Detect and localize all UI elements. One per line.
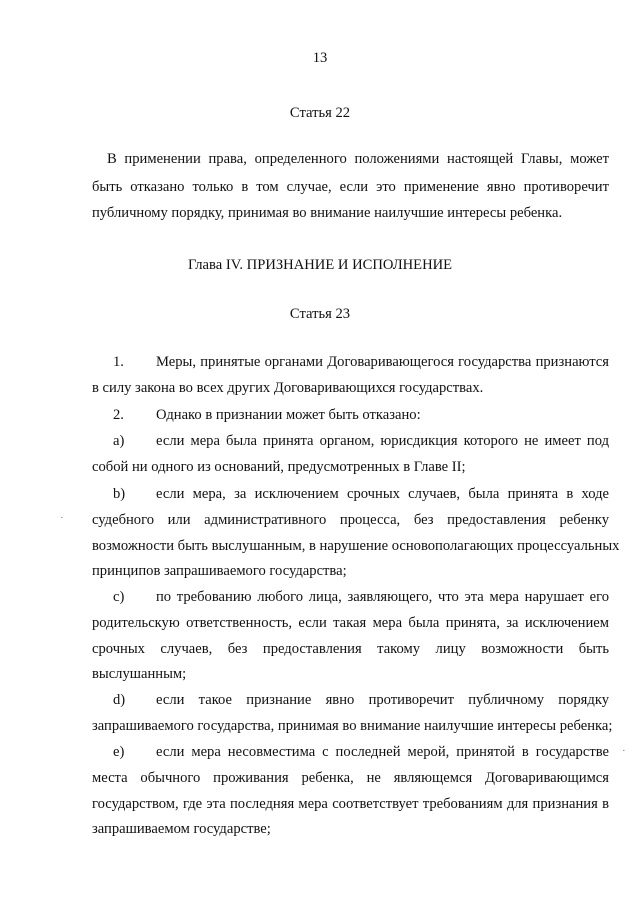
scan-speck: ·: [622, 745, 626, 757]
item-line: возможности быть выслушанным, в нарушение основополагающих процессуальных: [92, 538, 620, 554]
item-first-line: Однако в признании может быть отказано:: [156, 407, 421, 423]
scan-speck: ·: [60, 512, 64, 524]
item-line: места обычного проживания ребенка, не являющемся Договаривающимся: [92, 770, 609, 786]
item-line: срочных случаев, без предоставления такому лицу возможности быть: [92, 641, 609, 657]
item-first-line: если мера несовместима с последней мерой, принятой в государстве: [156, 744, 609, 760]
item-marker: e): [113, 744, 125, 760]
item-line: государством, где эта последняя мера соответствует требованиям для признания в: [92, 796, 609, 812]
item-first-line: Меры, принятые органами Договаривающегося государства признаются: [156, 354, 609, 370]
item-line: родительскую ответственность, если такая мера была принята, за исключением: [92, 615, 609, 631]
item-marker: 2.: [113, 407, 124, 423]
item-line: принципов запрашиваемого государства;: [92, 563, 347, 579]
article-22-line: В применении права, определенного положениями настоящей Главы, может: [107, 151, 609, 167]
article-22-line: публичному порядку, принимая во внимание наилучшие интересы ребенка.: [92, 205, 563, 221]
item-first-line: если мера была принята органом, юрисдикция которого не имеет под: [156, 433, 609, 449]
item-marker: a): [113, 433, 125, 449]
article-23-heading: Статья 23: [289, 306, 351, 322]
item-line: запрашиваемого государства, принимая во внимание наилучшие интересы ребенка;: [92, 718, 613, 734]
item-marker: 1.: [113, 354, 124, 370]
chapter-heading: Глава IV. ПРИЗНАНИЕ И ИСПОЛНЕНИЕ: [187, 257, 453, 273]
item-marker: d): [113, 692, 126, 708]
item-line: судебного или административного процесса, без предоставления ребенку: [92, 512, 609, 528]
item-first-line: по требованию любого лица, заявляющего, что эта мера нарушает его: [156, 589, 609, 605]
item-line: собой ни одного из оснований, предусмотренных в Главе II;: [92, 459, 466, 475]
item-marker: c): [113, 589, 125, 605]
item-line: запрашиваемом государстве;: [92, 821, 271, 837]
item-first-line: если такое признание явно противоречит публичному порядку: [156, 692, 609, 708]
item-first-line: если мера, за исключением срочных случаев, была принята в ходе: [156, 486, 609, 502]
article-22-heading: Статья 22: [289, 105, 351, 121]
item-line: в силу закона во всех других Договаривающихся государствах.: [92, 380, 484, 396]
item-line: выслушанным;: [92, 666, 187, 682]
item-marker: b): [113, 486, 126, 502]
page-number: 13: [312, 50, 328, 66]
article-22-line: быть отказано только в том случае, если это применение явно противоречит: [92, 179, 609, 195]
